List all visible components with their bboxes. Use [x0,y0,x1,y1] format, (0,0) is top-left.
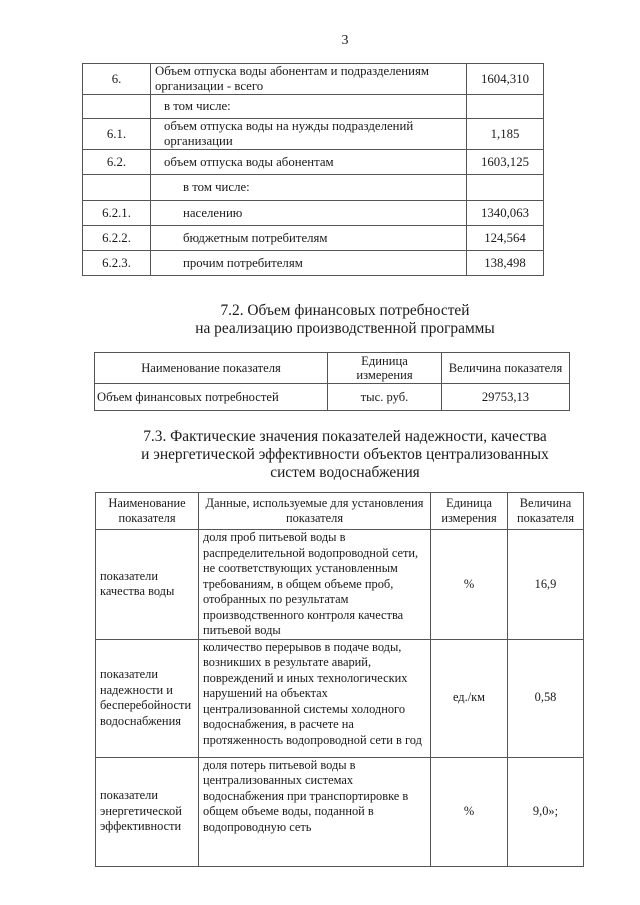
row-value: 29753,13 [442,384,570,411]
row-number [83,95,151,119]
table-header-row [96,493,584,530]
indicator-data: доля проб питьевой воды в распределительной водопроводной сети, не соответствующих установленным требованиям, в общем объеме проб, отобранных по результатам производственного контроля качества питьевой воды [199,530,431,640]
indicator-unit: % [431,530,508,640]
indicator-name: показатели надежности и бесперебойности водоснабжения [96,639,199,757]
row-value: 124,564 [467,226,544,251]
table-row [95,384,570,411]
row-value [467,95,544,119]
column-header: Наименование показателя [95,353,328,384]
row-value [467,175,544,201]
row-value: 1604,310 [467,64,544,95]
row-number: 6. [83,64,151,95]
indicator-data: количество перерывов в подаче воды, возникших в результате аварий, повреждений и иных технологических нарушений на объектах централизованной системы холодного водоснабжения, в расчете на протяженность водопроводной сети в год [199,639,431,757]
row-value: 138,498 [467,251,544,276]
column-header: Величина показателя [442,353,570,384]
column-header: Данные, используемые для установления показателя [199,493,431,530]
row-name: объем отпуска воды абонентам [151,150,467,175]
row-name: объем отпуска воды на нужды подразделений организации [151,119,467,150]
table-row [83,201,544,226]
row-number [83,175,151,201]
row-number: 6.2. [83,150,151,175]
row-name: Объем финансовых потребностей [95,384,328,411]
indicator-value: 0,58 [508,639,584,757]
indicator-unit: ед./км [431,639,508,757]
table-row [83,226,544,251]
row-name: Объем отпуска воды абонентам и подразделениям организации - всего [151,64,467,95]
column-header: Наименование показателя [96,493,199,530]
row-number: 6.1. [83,119,151,150]
column-header: Единица измерения [431,493,508,530]
water-release-table [82,63,544,276]
row-number: 6.2.3. [83,251,151,276]
financial-needs-table [94,352,570,411]
section-title-line: 7.2. Объем финансовых потребностей [220,302,470,319]
indicator-data: доля потерь питьевой воды в централизованных системах водоснабжения при транспортировке в общем объеме воды, поданной в водопроводную сеть [199,757,431,866]
row-name: бюджетным потребителям [151,226,467,251]
table-row [83,119,544,150]
table-row [96,639,584,757]
row-value: 1,185 [467,119,544,150]
row-number: 6.2.2. [83,226,151,251]
row-name: населению [151,201,467,226]
row-name: в том числе: [151,95,467,119]
table-header-row [95,353,570,384]
row-name: прочим потребителям [151,251,467,276]
section-title-line: 7.3. Фактические значения показателей надежности, качества [143,428,547,445]
section-title-line: и энергетической эффективности объектов централизованных [141,446,549,463]
row-value: 1603,125 [467,150,544,175]
table-row [83,175,544,201]
table-row [83,64,544,95]
table-row [83,251,544,276]
indicators-table [95,492,584,867]
indicator-value: 9,0»; [508,757,584,866]
section-7-3-heading [0,428,640,482]
column-header: Величина показателя [508,493,584,530]
row-name: в том числе: [151,175,467,201]
indicator-name: показатели энергетической эффективности [96,757,199,866]
page-number: 3 [341,33,349,48]
row-unit: тыс. руб. [328,384,442,411]
indicator-value: 16,9 [508,530,584,640]
row-value: 1340,063 [467,201,544,226]
table-row [83,150,544,175]
indicator-unit: % [431,757,508,866]
row-number: 6.2.1. [83,201,151,226]
table-row [96,757,584,866]
table-row [96,530,584,640]
indicator-name: показатели качества воды [96,530,199,640]
column-header: Единица измерения [328,353,442,384]
table-row [83,95,544,119]
section-title-line: на реализацию производственной программы [195,320,495,337]
section-7-2-heading [0,302,640,338]
section-title-line: систем водоснабжения [270,464,420,481]
